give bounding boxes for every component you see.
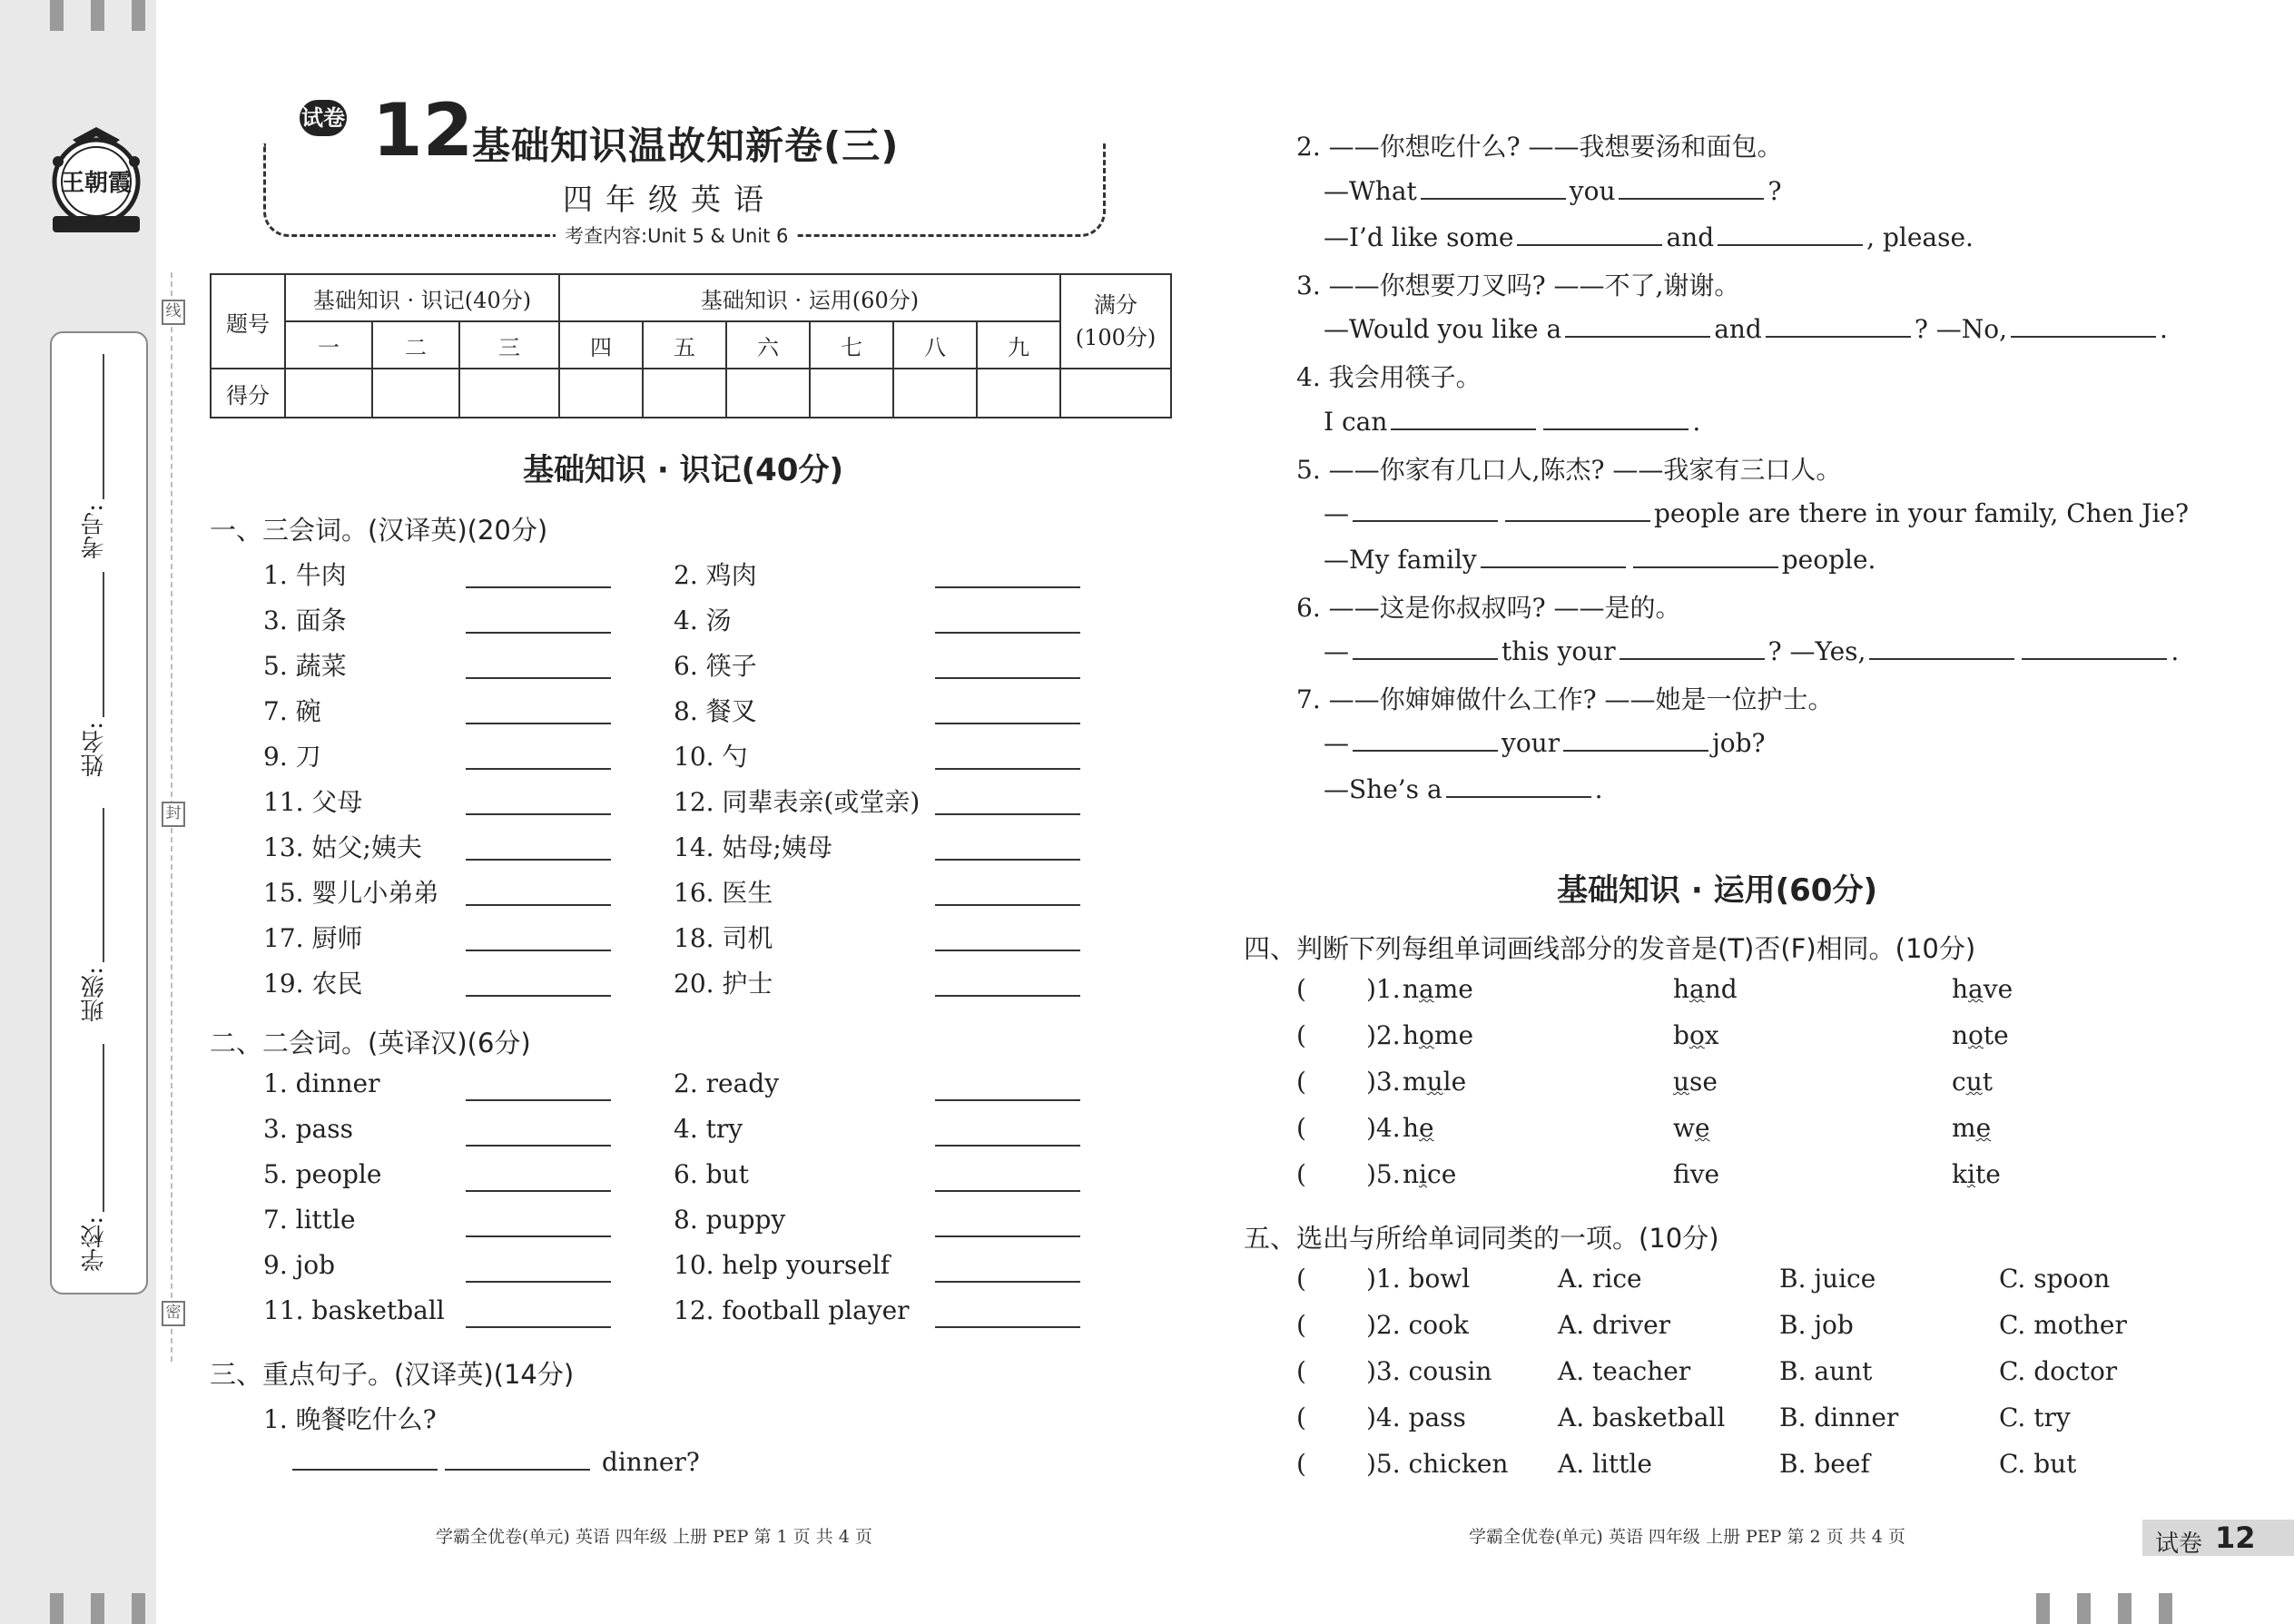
- answer-blank[interactable]: [1633, 543, 1778, 568]
- q4-word: [1403, 974, 1473, 1004]
- answer-line[interactable]: [466, 632, 611, 634]
- answer-blank[interactable]: [1353, 635, 1498, 660]
- q2-item-label: 12. football player: [674, 1295, 910, 1325]
- word-part: k: [1952, 1159, 1967, 1189]
- answer-blank[interactable]: [1565, 312, 1710, 338]
- q2-item-label: 2. ready: [674, 1068, 780, 1098]
- sentence-text: ? —No,: [1914, 314, 2008, 344]
- word-part: ve: [1689, 1159, 1720, 1189]
- registration-mark: [2036, 1593, 2050, 1624]
- word-part: me: [1433, 1020, 1474, 1050]
- answer-blank[interactable]: [445, 1445, 590, 1471]
- q2-item-label: 1. dinner: [263, 1068, 380, 1098]
- score-col-number: 六: [726, 321, 810, 369]
- q5-option[interactable]: C. try: [1999, 1403, 2071, 1432]
- q1-item-label: 16. 医生: [674, 878, 773, 908]
- footer-left: 学霸全优卷(单元) 英语 四年级 上册 PEP 第 1 页 共 4 页: [436, 1527, 872, 1547]
- answer-line[interactable]: [935, 1281, 1080, 1283]
- footer-right: 学霸全优卷(单元) 英语 四年级 上册 PEP 第 2 页 共 4 页: [1469, 1527, 1905, 1547]
- answer-blank[interactable]: [1543, 405, 1689, 430]
- q2-item-label: 11. basketball: [263, 1295, 445, 1325]
- underlined-letter: u: [1426, 1067, 1443, 1097]
- answer-paren[interactable]: (: [1296, 1310, 1306, 1340]
- word-part: se: [1689, 1067, 1718, 1097]
- answer-line[interactable]: [466, 995, 611, 997]
- q4-word: [1952, 1067, 1993, 1097]
- sentence-2-line-1: [1324, 174, 1782, 206]
- word-part: t: [1982, 1067, 1993, 1097]
- q1-heading: 一、三会词。(汉译英)(20分): [210, 515, 548, 546]
- sentence-4-prompt: 4. 我会用筷子。: [1296, 362, 1482, 392]
- class-field[interactable]: [103, 808, 104, 962]
- q4-word: [1673, 974, 1738, 1004]
- underlined-letter: i: [1966, 1159, 1975, 1189]
- word-part: h: [1403, 1113, 1420, 1143]
- exam-number-label: 考号:: [81, 504, 108, 559]
- word-part: h: [1673, 974, 1690, 1004]
- q1-item-label: 4. 汤: [674, 605, 732, 635]
- sentence-text: —: [1324, 498, 1349, 528]
- answer-paren[interactable]: (: [1296, 1113, 1306, 1143]
- q4-word: [1952, 1113, 1991, 1143]
- answer-paren[interactable]: (: [1296, 1020, 1306, 1050]
- sentence-2-line-2: [1324, 221, 1974, 252]
- full-mark-value: (100分): [1075, 325, 1157, 350]
- answer-line[interactable]: [466, 586, 611, 588]
- answer-blank[interactable]: [2011, 312, 2156, 338]
- q2-heading: 二、二会词。(英译汉)(6分): [210, 1028, 531, 1058]
- score-col-label: 题号: [211, 274, 285, 369]
- word-part: nd: [1704, 974, 1738, 1004]
- sentence-3-line-1: [1324, 312, 2168, 344]
- registration-mark: [2159, 1593, 2172, 1624]
- answer-blank[interactable]: [1446, 773, 1591, 798]
- answer-blank[interactable]: [292, 1445, 438, 1471]
- q2-item-label: 9. job: [263, 1250, 336, 1280]
- answer-line[interactable]: [935, 677, 1080, 679]
- paper-title: 基础知识温故知新卷(三): [472, 123, 900, 168]
- sentence-text: —: [1324, 728, 1349, 758]
- name-label: 姓名:: [81, 722, 108, 777]
- sentence-text: ? —Yes,: [1767, 636, 1866, 666]
- score-col-number: 九: [977, 321, 1060, 369]
- score-cell[interactable]: [559, 369, 643, 418]
- score-col-number: 三: [459, 321, 559, 369]
- page-tag-number: 12: [2215, 1521, 2256, 1555]
- q4-item-number: )5.: [1366, 1159, 1401, 1189]
- answer-line[interactable]: [466, 859, 611, 861]
- word-part: ce: [1427, 1159, 1457, 1189]
- word-part: c: [1952, 1067, 1966, 1097]
- q5-option[interactable]: C. doctor: [1999, 1356, 2118, 1386]
- q4-word: [1673, 1020, 1719, 1050]
- answer-blank[interactable]: [1563, 726, 1708, 752]
- answer-line[interactable]: [466, 1190, 611, 1192]
- cut-mark: 封: [162, 802, 185, 827]
- q5-option[interactable]: B. aunt: [1779, 1356, 1873, 1386]
- sentence-5-prompt: 5. ——你家有几口人,陈杰? ——我家有三口人。: [1296, 455, 1842, 485]
- q4-word: [1403, 1020, 1473, 1050]
- score-cell[interactable]: [810, 369, 893, 418]
- answer-blank[interactable]: [1718, 221, 1863, 246]
- answer-line[interactable]: [935, 723, 1080, 724]
- answer-line[interactable]: [935, 1145, 1080, 1147]
- q1-item-label: 15. 婴儿小弟弟: [263, 878, 439, 908]
- word-part: te: [1974, 1159, 2001, 1189]
- word-part: n: [1403, 1159, 1420, 1189]
- q4-word: [1403, 1159, 1456, 1189]
- q5-option[interactable]: B. juice: [1779, 1264, 1876, 1294]
- score-cell[interactable]: [372, 369, 459, 418]
- score-cell[interactable]: [643, 369, 726, 418]
- sentence-6-line-1: [1324, 635, 2179, 666]
- registration-mark: [2118, 1593, 2132, 1624]
- word-part: h: [1403, 1020, 1420, 1050]
- answer-blank[interactable]: [1517, 221, 1662, 246]
- score-cell[interactable]: [893, 369, 977, 418]
- q1-item-label: 11. 父母: [263, 787, 363, 817]
- answer-line[interactable]: [935, 813, 1080, 815]
- q5-option[interactable]: A. teacher: [1558, 1356, 1691, 1386]
- answer-line[interactable]: [466, 1281, 611, 1283]
- school-field[interactable]: [103, 1044, 104, 1212]
- q2-item-label: 8. puppy: [674, 1205, 786, 1235]
- registration-mark: [132, 1593, 145, 1624]
- answer-line[interactable]: [466, 723, 611, 724]
- answer-blank[interactable]: [1620, 635, 1765, 660]
- answer-blank[interactable]: [1619, 174, 1764, 200]
- paper-badge: 试卷: [300, 100, 347, 136]
- answer-line[interactable]: [935, 904, 1080, 906]
- word-part: n: [1952, 1020, 1969, 1050]
- answer-blank[interactable]: [1481, 543, 1626, 568]
- word-part: le: [1442, 1067, 1467, 1097]
- exam-number-field[interactable]: [103, 354, 104, 499]
- answer-blank[interactable]: [1766, 312, 1911, 338]
- q4-word: [1673, 1113, 1710, 1143]
- answer-blank[interactable]: [2022, 635, 2167, 660]
- answer-line[interactable]: [466, 768, 611, 770]
- sentence-text: and: [1714, 314, 1762, 344]
- answer-line[interactable]: [466, 677, 611, 679]
- word-part: me: [1433, 974, 1473, 1004]
- q2-item-label: 5. people: [263, 1159, 382, 1189]
- sentence-text: .: [1594, 774, 1603, 804]
- sentence-4-line-1: [1324, 405, 1700, 437]
- sentence-text: —What: [1324, 176, 1417, 206]
- word-part: w: [1673, 1113, 1695, 1143]
- cut-mark: 线: [162, 300, 185, 325]
- q5-item-word: )5. chicken: [1366, 1449, 1509, 1479]
- underlined-letter: a: [1689, 974, 1705, 1004]
- q1-item-label: 3. 面条: [263, 605, 347, 635]
- full-mark-label: 满分: [1094, 292, 1137, 318]
- answer-paren[interactable]: (: [1296, 1403, 1306, 1432]
- q5-option[interactable]: A. rice: [1558, 1264, 1642, 1294]
- score-col-number: 二: [372, 321, 459, 369]
- sentence-text: .: [1692, 407, 1701, 437]
- sentence-text: your: [1501, 728, 1561, 758]
- answer-line[interactable]: [466, 813, 611, 815]
- answer-blank[interactable]: [1353, 726, 1498, 752]
- q4-word: [1952, 974, 2013, 1004]
- q1-item-label: 5. 蔬菜: [263, 651, 347, 681]
- word-part: h: [1952, 974, 1969, 1004]
- q1-item-label: 8. 餐叉: [674, 696, 757, 726]
- student-info-card: [50, 331, 148, 1294]
- answer-blank[interactable]: [1505, 497, 1650, 522]
- score-col-number: 四: [559, 321, 643, 369]
- score-cell[interactable]: [977, 369, 1060, 418]
- section-title-recall: 基础知识 · 识记(40分): [523, 452, 843, 488]
- q5-option[interactable]: A. driver: [1558, 1310, 1671, 1340]
- sentence-7-line-1: [1324, 726, 1766, 758]
- sentence-text: people are there in your family, Chen Jie?: [1654, 498, 2189, 528]
- q5-option[interactable]: B. beef: [1779, 1449, 1870, 1479]
- sentence-text: job?: [1712, 728, 1766, 758]
- word-part: f: [1673, 1159, 1690, 1189]
- answer-line[interactable]: [935, 995, 1080, 997]
- q4-item-number: )4.: [1366, 1113, 1401, 1143]
- binding-strip: [0, 0, 156, 1624]
- word-part: n: [1403, 974, 1420, 1004]
- q4-word: [1952, 1020, 2009, 1050]
- underlined-letter: e: [1975, 1113, 1992, 1143]
- sentence-1-prompt: 1. 晚餐吃什么?: [263, 1404, 437, 1434]
- q5-option[interactable]: B. dinner: [1779, 1403, 1899, 1432]
- sentence-text: —: [1324, 636, 1349, 666]
- word-part: x: [1704, 1020, 1719, 1050]
- q5-option[interactable]: A. little: [1558, 1449, 1652, 1479]
- score-cell[interactable]: [459, 369, 559, 418]
- paper-number: 12: [372, 88, 474, 172]
- q5-option[interactable]: B. job: [1779, 1310, 1854, 1340]
- page-tag: [2142, 1520, 2294, 1556]
- q1-item-label: 7. 碗: [263, 696, 321, 726]
- sentence-5-line-1: [1324, 497, 2189, 528]
- answer-line[interactable]: [935, 586, 1080, 588]
- sentence-6-prompt: 6. ——这是你叔叔吗? ——是的。: [1296, 593, 1681, 623]
- sentence-text: —My family: [1324, 545, 1477, 575]
- q4-item-number: )3.: [1366, 1067, 1401, 1097]
- answer-line[interactable]: [466, 1235, 611, 1237]
- q1-item-label: 20. 护士: [674, 969, 773, 999]
- q2-item-label: 7. little: [263, 1205, 356, 1235]
- answer-line[interactable]: [466, 1326, 611, 1328]
- underlined-letter: o: [1968, 1020, 1984, 1050]
- sentence-3-prompt: 3. ——你想要刀叉吗? ——不了,谢谢。: [1296, 271, 1740, 300]
- q1-item-label: 18. 司机: [674, 923, 773, 953]
- sentence-5-line-2: [1324, 543, 1876, 575]
- score-col-number: 一: [285, 321, 372, 369]
- answer-line[interactable]: [935, 1235, 1080, 1237]
- sentence-1-answer: [289, 1445, 700, 1477]
- underlined-letter: o: [1419, 1020, 1434, 1050]
- q5-heading: 五、选出与所给单词同类的一项。(10分): [1244, 1223, 1719, 1254]
- score-cell[interactable]: [285, 369, 372, 418]
- q5-item-word: )4. pass: [1366, 1403, 1466, 1432]
- sentence-text: people.: [1781, 545, 1876, 575]
- answer-blank[interactable]: [1353, 497, 1498, 522]
- underlined-letter: a: [1968, 974, 1984, 1004]
- answer-paren[interactable]: (: [1296, 974, 1306, 1004]
- section-title-apply: 基础知识 · 运用(60分): [1557, 872, 1877, 909]
- q4-word: [1403, 1067, 1466, 1097]
- sentence-text: and: [1666, 222, 1715, 252]
- sentence-text: —She’s a: [1324, 774, 1442, 804]
- answer-line[interactable]: [935, 1326, 1080, 1328]
- underlined-letter: e: [1694, 1113, 1710, 1143]
- q1-item-label: 9. 刀: [263, 742, 321, 772]
- q4-item-number: )2.: [1366, 1020, 1401, 1050]
- answer-paren[interactable]: (: [1296, 1449, 1306, 1479]
- school-label: 学校:: [81, 1216, 108, 1272]
- q5-item-word: )2. cook: [1366, 1310, 1469, 1340]
- sentence-7-line-2: [1324, 773, 1603, 804]
- answer-line[interactable]: [935, 1190, 1080, 1192]
- sentence-1-end: dinner?: [601, 1447, 700, 1477]
- registration-mark: [132, 0, 145, 31]
- underlined-letter: e: [1419, 1113, 1434, 1143]
- score-table: [210, 273, 1172, 418]
- answer-paren[interactable]: (: [1296, 1067, 1306, 1097]
- registration-mark: [91, 1593, 104, 1624]
- full-mark-cell: [1060, 274, 1171, 369]
- sentence-text: this your: [1501, 636, 1616, 666]
- registration-mark: [50, 0, 64, 31]
- sentence-text: you: [1569, 176, 1616, 206]
- page-tag-label: 试卷: [2155, 1530, 2203, 1558]
- underlined-letter: u: [1673, 1067, 1690, 1097]
- sentence-2-prompt: 2. ——你想吃什么? ——我想要汤和面包。: [1296, 132, 1783, 162]
- score-col-number: 八: [893, 321, 977, 369]
- q2-item-label: 3. pass: [263, 1114, 353, 1144]
- q4-word: [1673, 1159, 1719, 1189]
- subject-title: 四年级英语: [563, 182, 776, 217]
- q5-option[interactable]: A. basketball: [1558, 1403, 1726, 1432]
- answer-paren[interactable]: (: [1296, 1356, 1306, 1386]
- score-cell[interactable]: [1060, 369, 1171, 418]
- sentence-text: I can: [1324, 407, 1388, 437]
- cut-mark: 密: [162, 1301, 185, 1326]
- q4-word: [1403, 1113, 1434, 1143]
- registration-mark: [50, 1593, 64, 1624]
- answer-paren[interactable]: (: [1296, 1264, 1306, 1294]
- score-col-number: 五: [643, 321, 726, 369]
- answer-line[interactable]: [466, 1145, 611, 1147]
- underlined-letter: i: [1419, 1159, 1428, 1189]
- q1-item-label: 2. 鸡肉: [674, 560, 757, 590]
- underlined-letter: u: [1965, 1067, 1983, 1097]
- q2-item-label: 4. try: [674, 1114, 743, 1144]
- sentence-7-prompt: 7. ——你婶婶做什么工作? ——她是一位护士。: [1296, 684, 1834, 714]
- word-part: te: [1983, 1020, 2009, 1050]
- q2-item-label: 10. help yourself: [674, 1250, 891, 1280]
- q4-word: [1673, 1067, 1718, 1097]
- sentence-text: ?: [1767, 176, 1782, 206]
- sentence-text: —Would you like a: [1324, 314, 1562, 344]
- answer-line[interactable]: [935, 768, 1080, 770]
- sentence-text: , please.: [1866, 222, 1974, 252]
- answer-line[interactable]: [935, 859, 1080, 861]
- word-part: m: [1952, 1113, 1976, 1143]
- q2-item-label: 6. but: [674, 1159, 749, 1189]
- q1-item-label: 1. 牛肉: [263, 560, 347, 590]
- q4-item-number: )1.: [1366, 974, 1401, 1004]
- sentence-text: .: [2171, 636, 2180, 666]
- underlined-letter: a: [1419, 974, 1434, 1004]
- q1-item-label: 19. 农民: [263, 969, 363, 999]
- answer-line[interactable]: [466, 950, 611, 951]
- q1-item-label: 12. 同辈表亲(或堂亲): [674, 787, 921, 817]
- sentence-text: —I’d like some: [1324, 222, 1514, 252]
- answer-paren[interactable]: (: [1296, 1159, 1306, 1189]
- brand-logo: [45, 125, 147, 241]
- answer-blank[interactable]: [1391, 405, 1536, 430]
- registration-mark: [2077, 1593, 2091, 1624]
- q4-heading: 四、判断下列每组单词画线部分的发音是(T)否(F)相同。(10分): [1244, 933, 1976, 964]
- q3-heading: 三、重点句子。(汉译英)(14分): [210, 1359, 575, 1390]
- class-label: 班级:: [81, 967, 108, 1022]
- q1-item-label: 14. 姑母;姨母: [674, 832, 832, 862]
- q5-option[interactable]: C. spoon: [1999, 1264, 2111, 1294]
- q1-item-label: 13. 姑父;姨夫: [263, 832, 422, 862]
- answer-line[interactable]: [935, 632, 1080, 634]
- underlined-letter: o: [1689, 1020, 1705, 1050]
- word-part: ve: [1983, 974, 2013, 1004]
- score-cell[interactable]: [726, 369, 810, 418]
- q1-item-label: 6. 筷子: [674, 651, 757, 681]
- word-part: b: [1673, 1020, 1689, 1050]
- score-group-apply: 基础知识 · 运用(60分): [559, 274, 1060, 321]
- q5-option[interactable]: C. mother: [1999, 1310, 2127, 1340]
- q4-word: [1952, 1159, 2001, 1189]
- answer-blank[interactable]: [1421, 174, 1566, 200]
- q1-item-label: 17. 厨师: [263, 923, 363, 953]
- exam-scope: 考查内容:Unit 5 & Unit 6: [556, 221, 797, 249]
- answer-line[interactable]: [935, 1099, 1080, 1101]
- q5-item-word: )1. bowl: [1366, 1264, 1471, 1294]
- registration-mark: [91, 0, 104, 31]
- score-col-number: 七: [810, 321, 893, 369]
- sentence-text: .: [2160, 314, 2168, 344]
- svg-text:王朝霞: 王朝霞: [60, 170, 133, 197]
- answer-line[interactable]: [466, 1099, 611, 1101]
- word-part: m: [1403, 1067, 1427, 1097]
- answer-line[interactable]: [466, 904, 611, 906]
- q5-item-word: )3. cousin: [1366, 1356, 1492, 1386]
- q1-item-label: 10. 勺: [674, 742, 748, 772]
- score-group-recall: 基础知识 · 识记(40分): [285, 274, 559, 321]
- answer-line[interactable]: [935, 950, 1080, 951]
- answer-blank[interactable]: [1869, 635, 2014, 660]
- name-field[interactable]: [103, 572, 104, 717]
- score-row-label: 得分: [211, 369, 285, 418]
- q5-option[interactable]: C. but: [1999, 1449, 2077, 1479]
